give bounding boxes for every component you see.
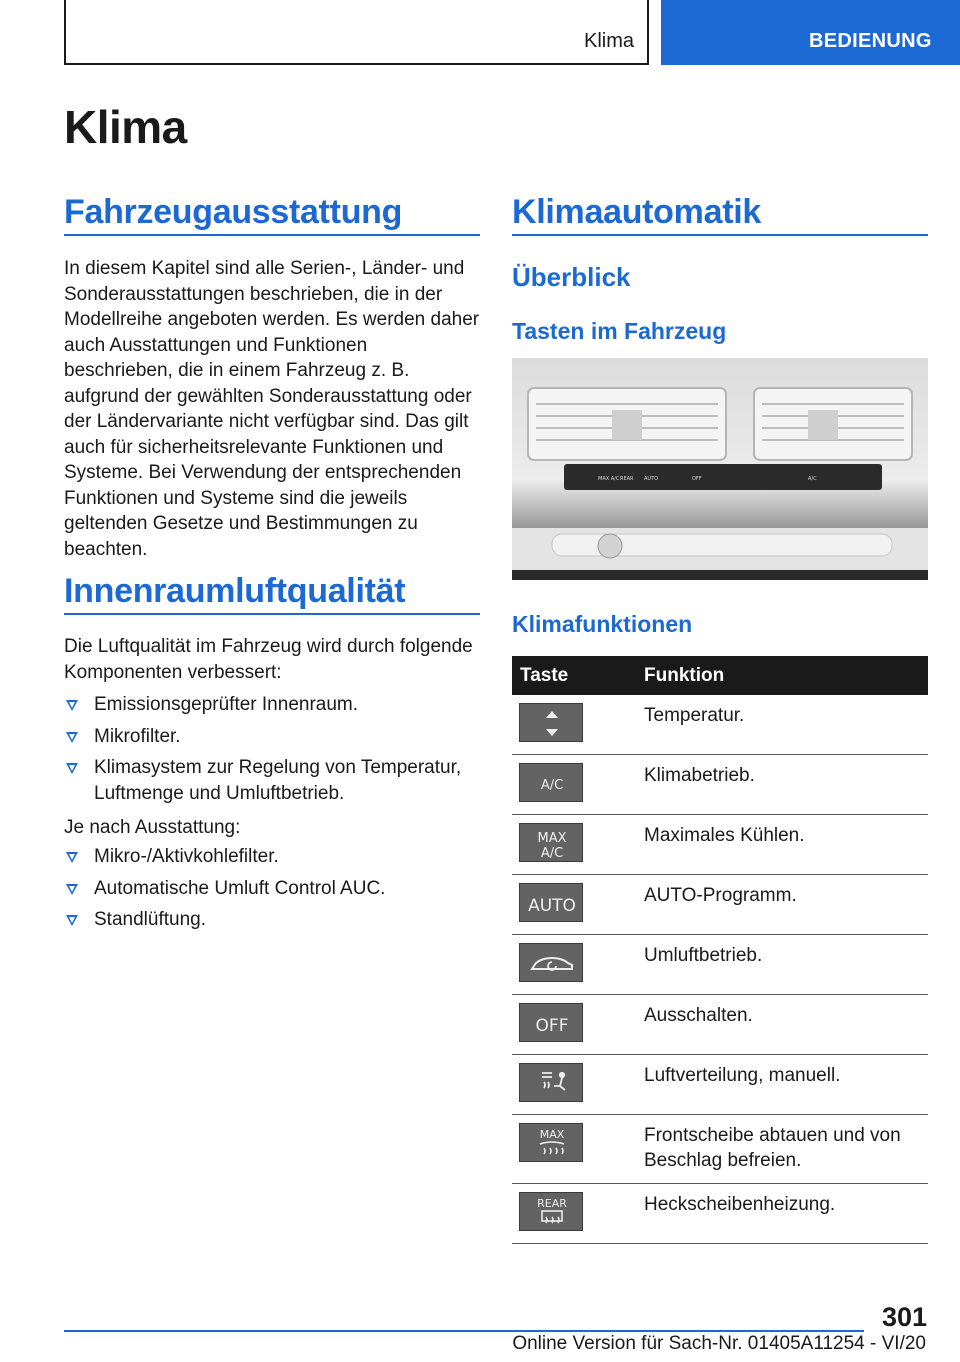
luft-intro: Die Luftqualität im Fahrzeug wird durch folgende Komponenten verbessert: — [64, 636, 473, 683]
paragraph-fahrzeugausstattung: In diesem Kapitel sind alle Serien-, Länder- und Sonderausstattungen beschrieben, die in der Modellreihe angeboten werden. Es werden daher auch Ausstattungen und Funktionen beschrieben, die in einem Fahrzeug z. B. aufgrund der gewählten Sonderausstattung oder der Ländervariante nicht verfügbar sind. Das gilt auch für sicherheitsrelevante Funktionen und Systeme. Bei Verwendung der entsprechenden Funktionen und Systeme sind die jeweils geltenden Gesetze und Bestimmungen zu beachten. — [64, 258, 480, 560]
list-item: Emissionsgeprüfter Innenraum. — [64, 692, 480, 718]
svg-text:MAX: MAX — [537, 830, 567, 846]
list-item: Standlüftung. — [64, 907, 480, 933]
heading-klimaautomatik: Klimaautomatik — [512, 193, 928, 236]
table-header-row — [512, 656, 928, 695]
heading-ueberblick: Überblick — [512, 262, 631, 292]
max-defrost-icon — [519, 1123, 583, 1162]
panel-label-auto: AUTO — [644, 476, 659, 482]
page-number: 301 — [881, 1302, 927, 1332]
footer-text: Online Version für Sach-Nr. 01405A11254 - VI/20 — [512, 1333, 926, 1354]
svg-text:A/C: A/C — [540, 777, 564, 793]
function-text: Frontscheibe abtauen und von Beschlag befreien. — [634, 1114, 928, 1183]
function-text: Luftverteilung, manuell. — [634, 1054, 928, 1114]
function-text: AUTO-Programm. — [634, 874, 928, 934]
svg-text:AUTO: AUTO — [528, 895, 576, 916]
luft-intro2: Je nach Ausstattung: — [64, 817, 241, 838]
panel-label-rear: REAR — [620, 476, 634, 482]
table-row — [512, 1114, 928, 1183]
svg-text:OFF: OFF — [535, 1015, 569, 1036]
footer-divider — [64, 1330, 864, 1332]
bullet-triangle-icon — [66, 884, 78, 895]
air-distribution-icon — [519, 1063, 583, 1102]
page-title: Klima — [64, 101, 187, 153]
table-row — [512, 754, 928, 814]
function-text: Heckscheibenheizung. — [634, 1183, 928, 1243]
header-chapter-tab: BEDIENUNG — [661, 0, 960, 65]
luft-list2 — [64, 844, 480, 939]
table-row — [512, 934, 928, 994]
list-item: Mikrofilter. — [64, 724, 480, 750]
table-row — [512, 695, 928, 754]
temperature-arrows-icon — [519, 703, 583, 742]
heading-innenraumluftqualitaet: Innenraumluftqualität — [64, 572, 480, 615]
list-item: Automatische Umluft Control AUC. — [64, 876, 480, 902]
bullet-triangle-icon — [66, 732, 78, 743]
list-item: Klimasystem zur Regelung von Temperatur, Luftmenge und Umluftbetrieb. — [64, 755, 480, 806]
bullet-triangle-icon — [66, 763, 78, 774]
table-row — [512, 874, 928, 934]
function-text: Temperatur. — [634, 695, 928, 754]
header-section-title: Klima — [583, 30, 634, 52]
panel-label-ac: A/C — [808, 476, 817, 482]
svg-text:REAR: REAR — [537, 1196, 567, 1210]
climate-panel-photo — [512, 358, 928, 580]
table-row — [512, 1054, 928, 1114]
function-text: Maximales Kühlen. — [634, 814, 928, 874]
bullet-triangle-icon — [66, 700, 78, 711]
ac-icon — [519, 763, 583, 802]
off-icon — [519, 1003, 583, 1042]
panel-label-off: OFF — [692, 476, 702, 482]
column-header-taste: Taste — [512, 656, 634, 695]
auto-icon — [519, 883, 583, 922]
table-row — [512, 814, 928, 874]
table-row — [512, 1183, 928, 1243]
bullet-triangle-icon — [66, 852, 78, 863]
heading-klimafunktionen: Klimafunktionen — [512, 611, 693, 637]
table-row — [512, 994, 928, 1054]
header-frame — [64, 0, 649, 65]
function-text: Umluftbetrieb. — [634, 934, 928, 994]
svg-text:A/C: A/C — [540, 845, 564, 861]
recirculation-icon — [519, 943, 583, 982]
max-ac-icon — [519, 823, 583, 862]
list-item: Mikro-/Aktivkohlefilter. — [64, 844, 480, 870]
svg-text:MAX: MAX — [539, 1127, 565, 1141]
climate-functions-table — [512, 656, 928, 1244]
heading-fahrzeugausstattung: Fahrzeugausstattung — [64, 193, 480, 236]
function-text: Ausschalten. — [634, 994, 928, 1054]
bullet-triangle-icon — [66, 915, 78, 926]
heading-tasten-im-fahrzeug: Tasten im Fahrzeug — [512, 318, 727, 344]
column-header-funktion: Funktion — [634, 656, 928, 695]
luft-list — [64, 692, 480, 812]
rear-defrost-icon — [519, 1192, 583, 1231]
function-text: Klimabetrieb. — [634, 754, 928, 814]
panel-label-max-ac: MAX A/C — [598, 476, 620, 482]
